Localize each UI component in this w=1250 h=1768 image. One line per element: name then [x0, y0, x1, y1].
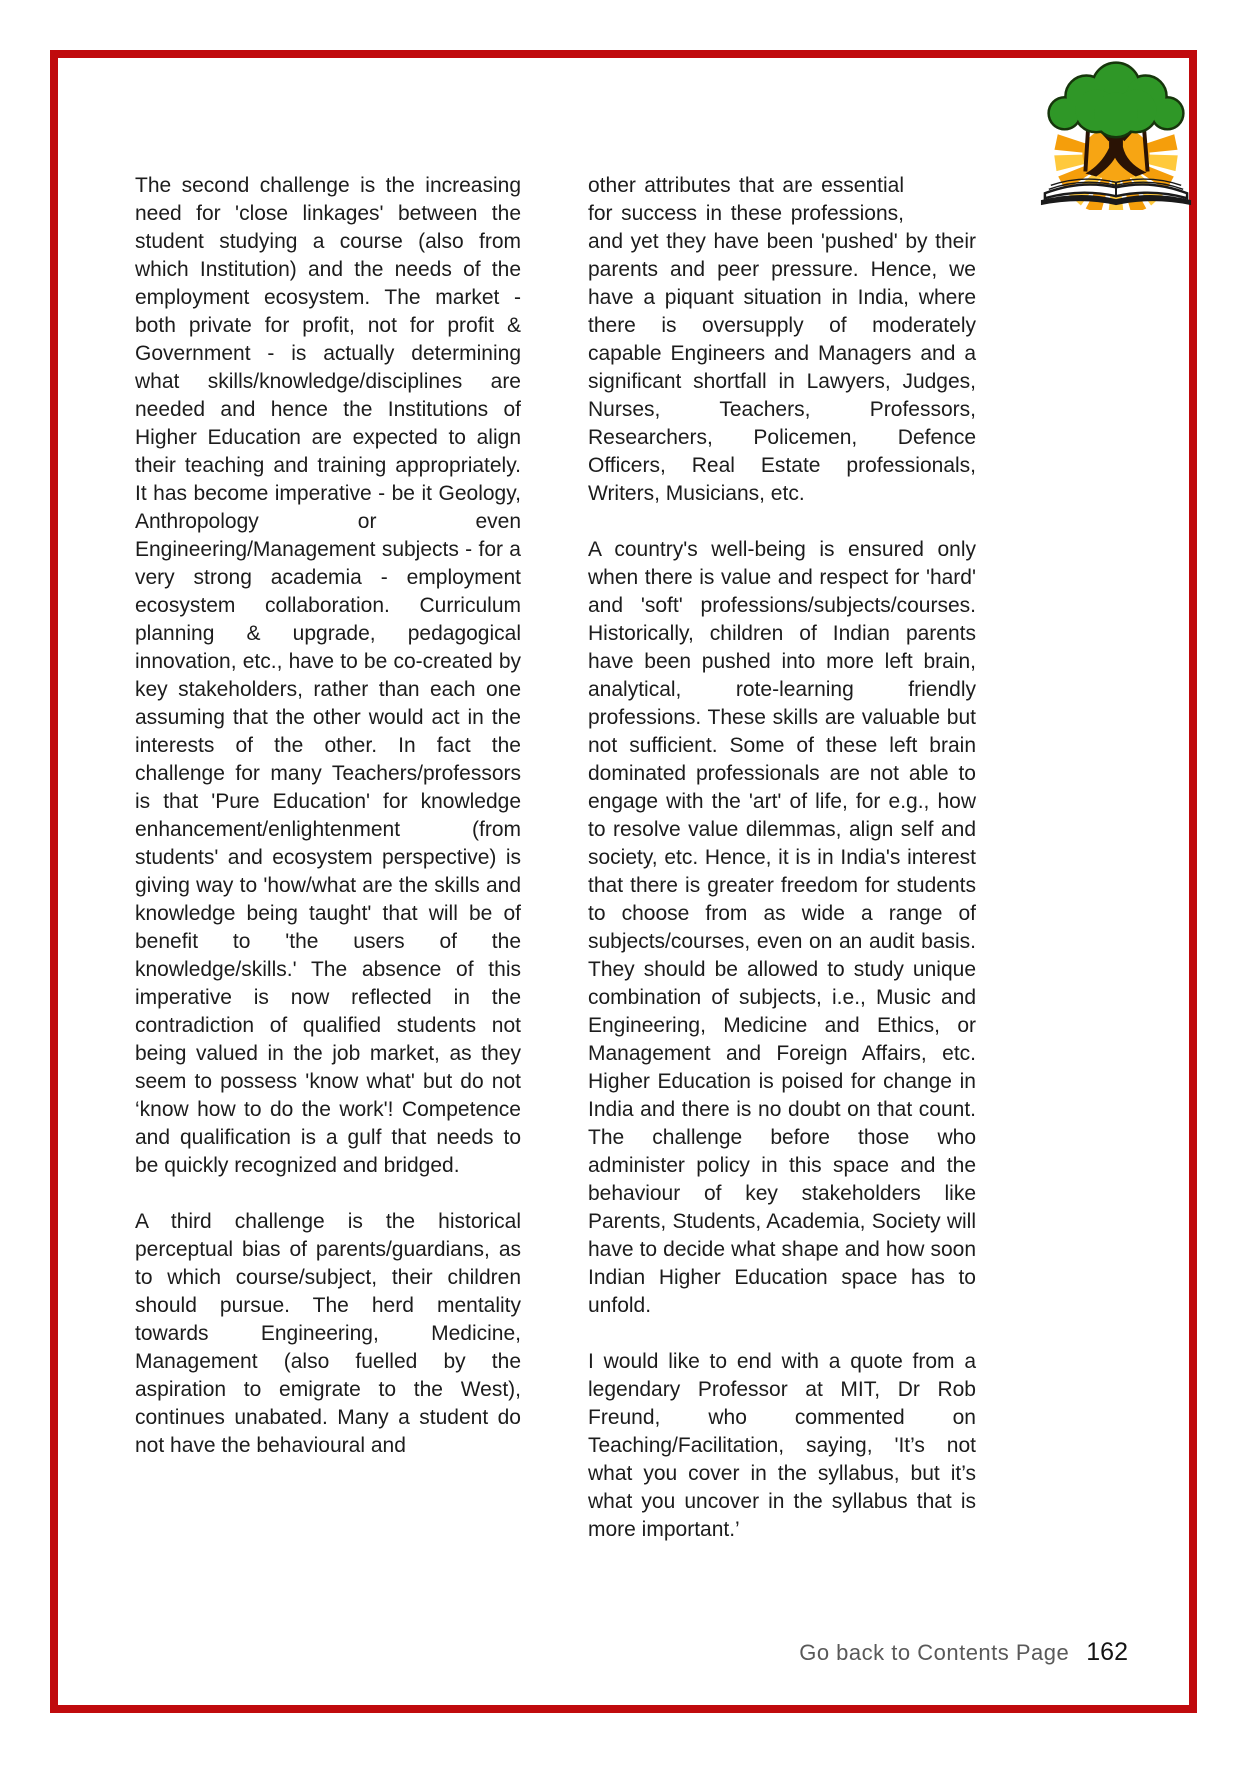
tree-crown-fill	[1050, 64, 1182, 136]
body-paragraph: The second challenge is the increasing need for 'close linkages' between the student studying a course (also from which Institution) and the needs of the employment ecosystem. The market - both private for profit, not for profit & Government - is actually determining what skills/knowledge/disciplines are needed and hence the Institutions of Higher Education are expected to align their teaching and training appropriately. It has become imperative - be it Geology, Anthropology or even Engineering/Management subjects - for a very strong academia - employment ecosystem collaboration. Curriculum planning & upgrade, pedagogical innovation, etc., have to be co-created by key stakeholders, rather than each one assuming that the other would act in the interests of the other. In fact the challenge for many Teachers/professors is that 'Pure Education' for knowledge enhancement/enlightenment (from students' and ecosystem perspective) is giving way to 'how/what are the skills and knowledge being taught' that will be of benefit to 'the users of the knowledge/skills.' The absence of this imperative is now reflected in the contradiction of qualified students not being valued in the job market, as they seem to possess 'know what' but do not ‘know how to do the work'! Competence and qualification is a gulf that needs to be quickly recognized and bridged.	[135, 174, 521, 1177]
page-footer	[799, 1638, 1128, 1667]
logo-text-wrap-spacer	[904, 172, 976, 202]
body-paragraph: A third challenge is the historical perceptual bias of parents/guardians, as to which course/subject, their children should pursue. The herd mentality towards Engineering, Medicine, Management (also fuelled by the aspiration to emigrate to the West), continues unabated. Many a student do not have the behavioural and	[135, 1210, 521, 1457]
tree-book-logo-graphic	[1037, 58, 1195, 210]
page-number: 162	[1086, 1638, 1128, 1666]
body-paragraph: I would like to end with a quote from a legendary Professor at MIT, Dr Rob Freund, who commented on Teaching/Facilitation, saying, 'It’s not what you cover in the syllabus, but it’s what you uncover in the syllabus that is more important.’	[588, 1350, 976, 1541]
body-paragraph: other attributes that are essential for success in these professions, and yet they have been 'pushed' by their parents and peer pressure. Hence, we have a piquant situation in India, where there is oversupply of moderately capable Engineers and Managers and a significant shortfall in Lawyers, Judges, Nurses, Teachers, Professors, Researchers, Policemen, Defence Officers, Real Estate professionals, Writers, Musicians, etc.	[588, 174, 976, 505]
left-column	[135, 172, 521, 1488]
right-column	[588, 172, 976, 1572]
contents-page-link[interactable]: Go back to Contents Page	[799, 1640, 1070, 1665]
body-paragraph: A country's well-being is ensured only when there is value and respect for 'hard' and 'soft' professions/subjects/courses. Historically, children of Indian parents have been pushed into more left brain, analytical, rote-learning friendly professions. These skills are valuable but not sufficient. Some of these left brain dominated professionals are not able to engage with the 'art' of life, for e.g., how to resolve value dilemmas, align self and society, etc. Hence, it is in India's interest that there is greater freedom for students to choose from as wide a range of subjects/courses, even on an audit basis. They should be allowed to study unique combination of subjects, i.e., Music and Engineering, Medicine and Ethics, or Management and Foreign Affairs, etc. Higher Education is poised for change in India and there is no doubt on that count. The challenge before those who administer policy in this space and the behaviour of key stakeholders like Parents, Students, Academia, Society will have to decide what shape and how soon Indian Higher Education space has to unfold.	[588, 538, 976, 1317]
tree-book-logo	[1037, 58, 1195, 210]
